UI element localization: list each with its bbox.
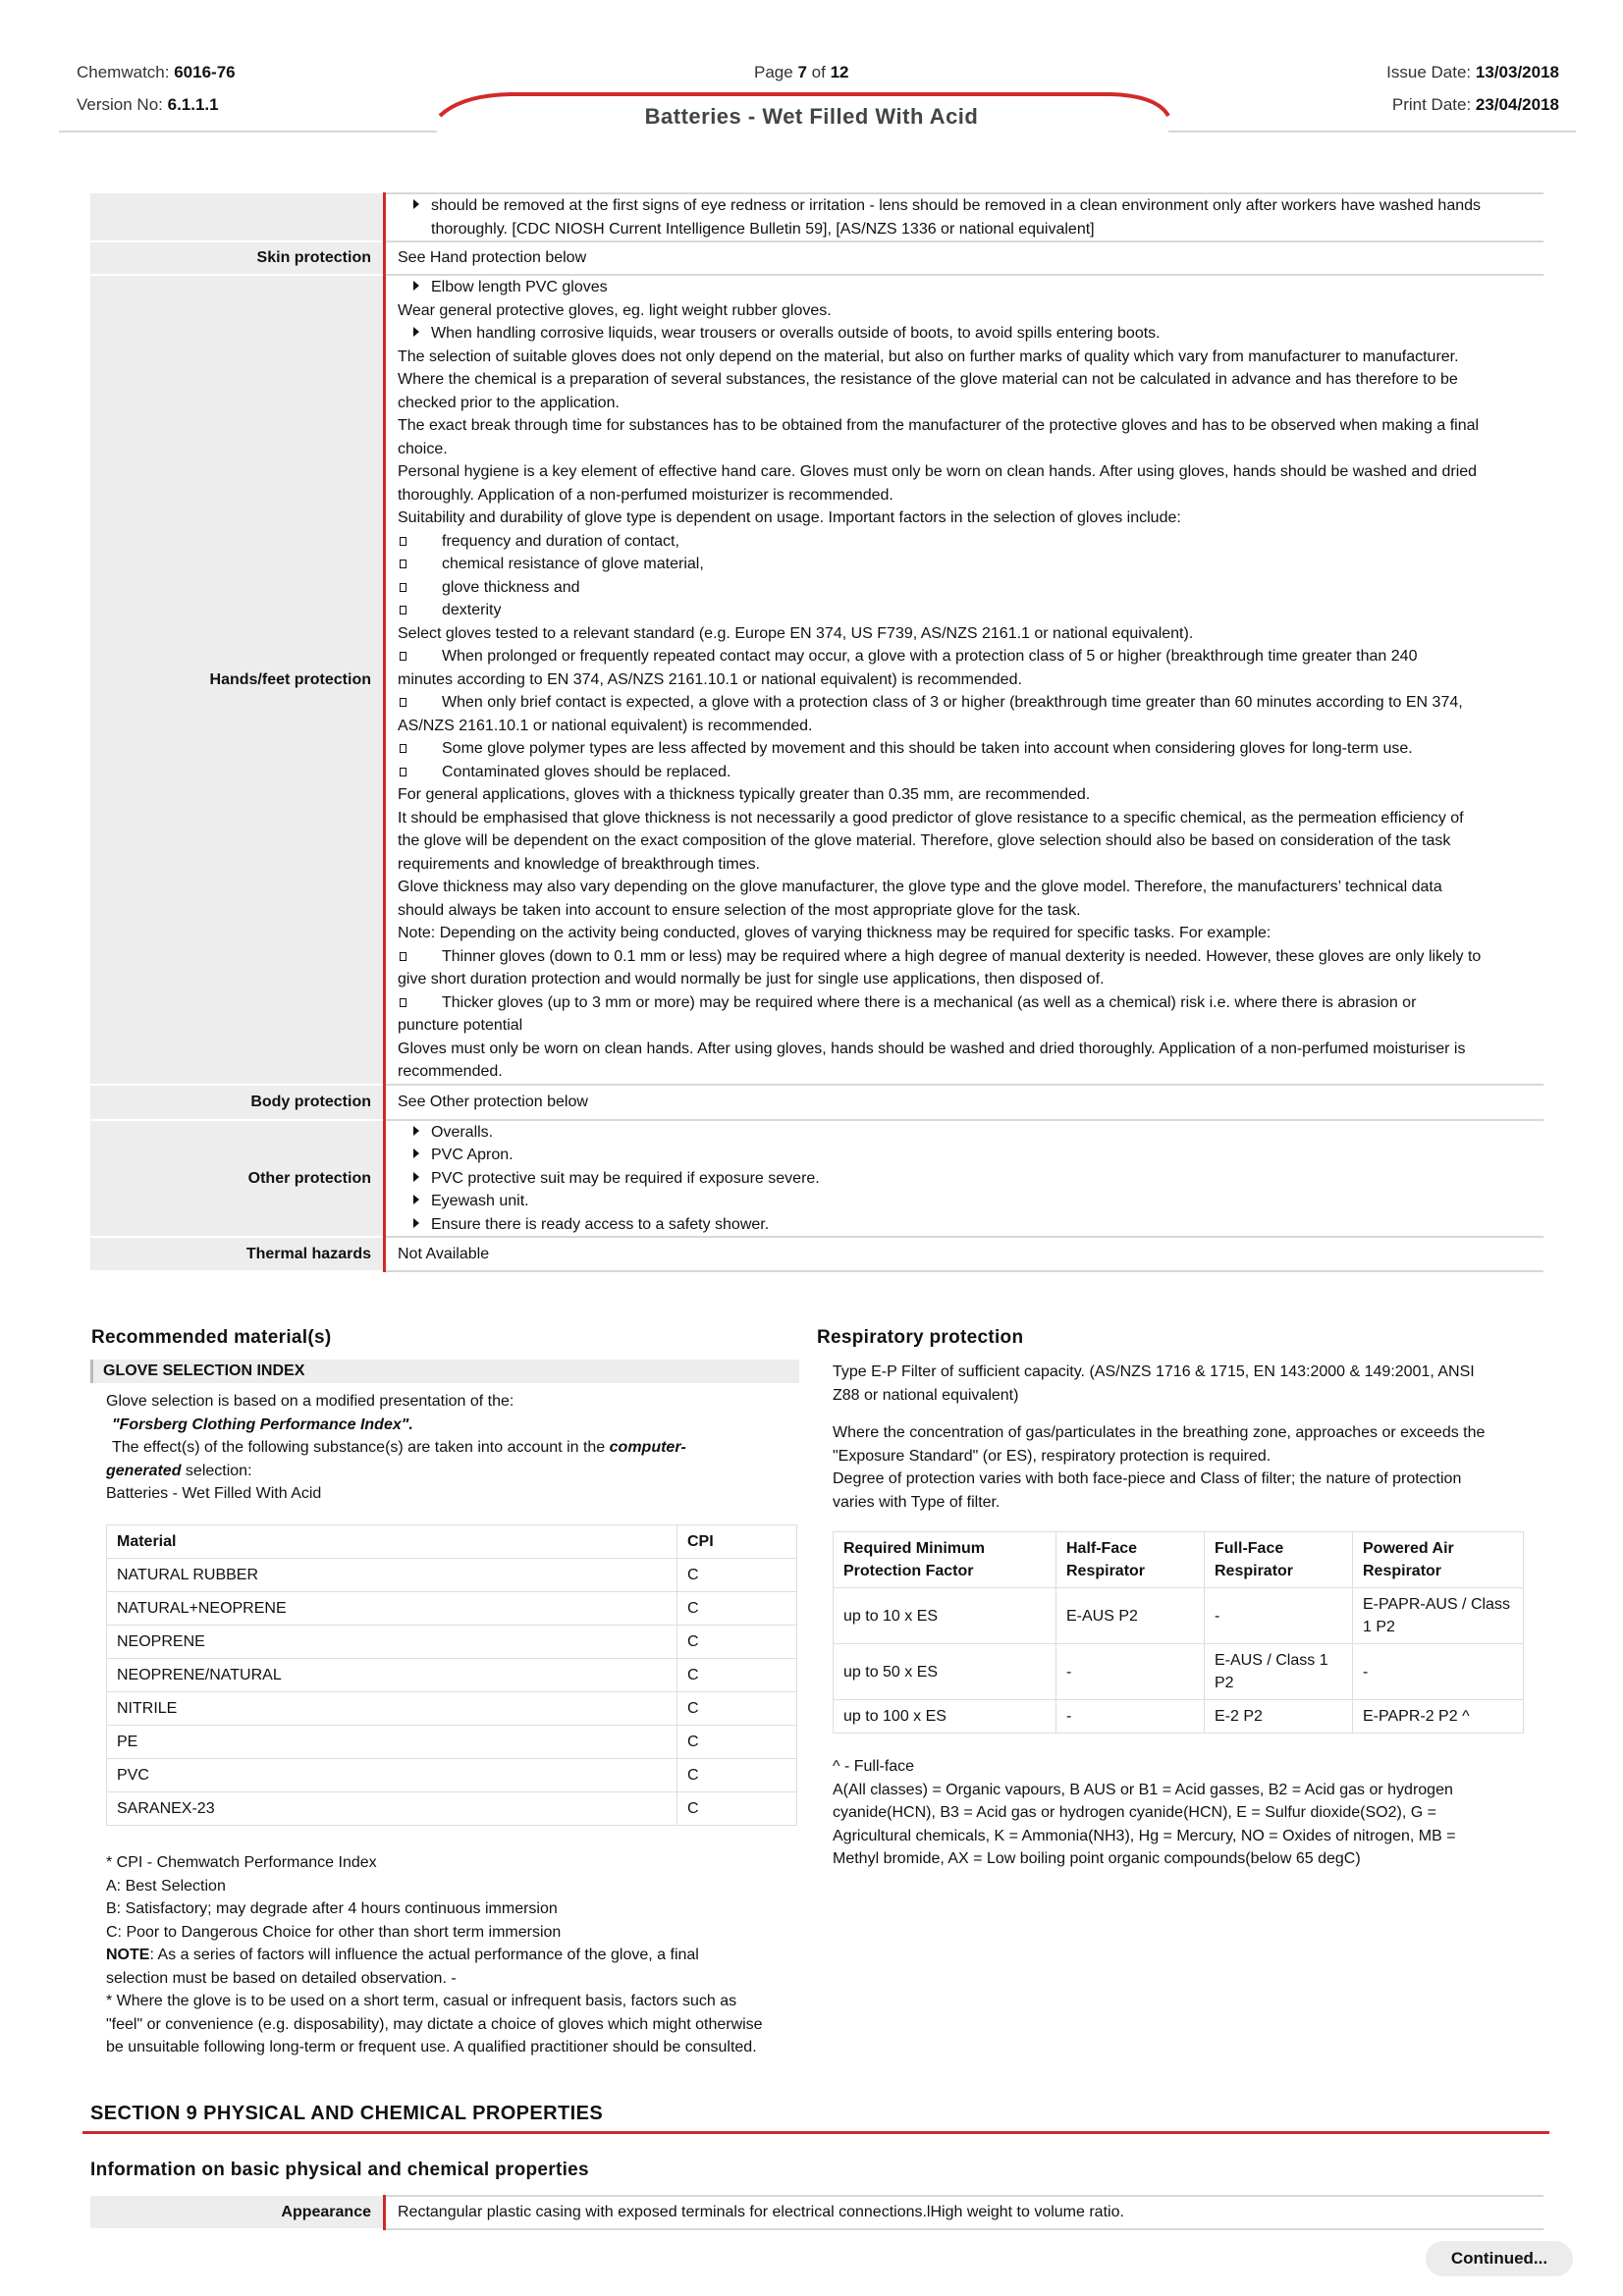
list-item: Overalls. [398, 1121, 1534, 1145]
skin-protection-row [90, 241, 1543, 275]
respirator-table [833, 1531, 1524, 1734]
thermal-hazards-row [90, 1237, 1543, 1271]
cpi-notes: * CPI - Chemwatch Performance Index A: Best Selection B: Satisfactory; may degrade after 4 hours continuous immersion C: Poor to Dangerous Choice for other than short term immersion NOTE: As a series of factors will influence the actual performance of the glove, a final selection must be based on detailed observation. - * Where the glove is to be used on a short term, casual or infrequent basis, factors such as "feel" or convenience (e.g. disposability), may dictate a choice of gloves which might otherwise be unsuitable following long-term or frequent use. A qualified practitioner should be consulted. [106, 1854, 763, 2056]
table-header-row [834, 1532, 1524, 1588]
row-value: See Other protection below [385, 1085, 1544, 1120]
column-header-cpi: CPI [677, 1525, 797, 1559]
bullet-triangle-icon [413, 1172, 419, 1182]
table-row: NEOPRENE/NATURAL C [107, 1659, 797, 1692]
bullet-triangle-icon [413, 1148, 419, 1158]
table-row: up to 100 x ES - E-2 P2 E-PAPR-2 P2 ^ [834, 1700, 1524, 1734]
row-label: Appearance [90, 2196, 385, 2229]
column-header: Powered Air Respirator [1353, 1532, 1524, 1588]
hands-protection-value: Elbow length PVC gloves Wear general protective gloves, eg. light weight rubber gloves. When handling corrosive liquids, wear trousers or overalls outside of boots, to avoid spills entering boots. The selection of suitable gloves does not only depend on the material, but also on further marks of quality which vary from manufacturer to manufacturer. Where the chemical is a preparation of several substances, the resistance of the glove material can not be calculated in advance and has therefore to be checked prior to the application. The exact break through time for substances has to be obtained from the manufacturer of the protective gloves and has to be observed when making a final choice. Personal hygiene is a key element of effective hand care. Gloves must only be worn on clean hands. After using gloves, hands should be washed and dried thoroughly. Application of a non-perfumed moisturizer is recommended. Suitability and durability of glove type is dependent on usage. Important factors in the selection of gloves include: frequency and duration of contact, chemical resistance of glove material, glove thickness and dexterity Select gloves tested to a relevant standard (e.g. Europe EN 374, US F739, AS/NZS 2161.1 or national equivalent). When prolonged or frequently repeated contact may occur, a glove with a protection class of 5 or higher (breakthrough time greater than 240 minutes according to EN 374, AS/NZS 2161.10.1 or national equivalent) is recommended. When only brief contact is expected, a glove with a protection class of 3 or higher (breakthrough time greater than 60 minutes according to EN 374, AS/NZS 2161.10.1 or national equivalent) is recommended. Some glove polymer types are less affected by movement and this should be taken into account when considering gloves for long-term use. Contaminated gloves should be replaced. For general applications, gloves with a thickness typically greater than 0.35 mm, are recommended. It should be emphasised that glove thickness is not necessarily a good predictor of glove resistance to a specific chemical, as the permeation efficiency of the glove will be dependent on the exact composition of the glove material. Therefore, glove selection should also be based on consideration of the task requirements and knowledge of breakthrough times. Glove thickness may also vary depending on the glove manufacturer, the glove type and the glove model. Therefore, the manufacturers’ technical data should always be taken into account to ensure selection of the most appropriate glove for the task. Note: Depending on the activity being conducted, gloves of varying thickness may be required for specific tasks. For example: Thinner gloves (down to 0.1 mm or less) may be required where a high degree of manual dexterity is needed. However, these gloves are only likely to give short duration protection and would normally be just for single use applications, then disposed of. Thicker gloves (up to 3 mm or more) may be required where there is a mechanical (as well as a chemical) risk i.e. where there is abrasion or puncture potential Gloves must only be worn on clean hands. After using gloves, hands should be washed and dried thoroughly. Application of a non-perfumed moisturiser is recommended. [385, 275, 1544, 1085]
respirator-footnotes: ^ - Full-face A(All classes) = Organic vapours, B AUS or B1 = Acid gasses, B2 = Acid gas or hydrogen cyanide(HCN), B3 = Acid gas or hydrogen cyanide(HCN), E = Sulfur dioxide(SO2), G = Agricultural chemicals, K = Ammonia(NH3), Hg = Mercury, NO = Oxides of nitrogen, MB = Methyl bromide, AX = Low boiling point organic compounds(below 65 degC) [833, 1758, 1456, 1867]
bullet-box-icon [400, 606, 406, 614]
document-title: Batteries - Wet Filled With Acid [644, 104, 979, 129]
section-divider [82, 2131, 1549, 2134]
other-protection-list [385, 1120, 1544, 1238]
hands-feet-protection-row [90, 275, 1543, 1085]
chemwatch-id: Chemwatch: 6016-76 [77, 63, 236, 81]
respiratory-exposure-text: Where the concentration of gas/particulates in the breathing zone, approaches or exceeds the "Exposure Standard" (or ES), respiratory protection is required. Degree of protection varies with both face-piece and Class of filter; the nature of protection varies with Type of filter. [833, 1424, 1486, 1511]
bullet-box-icon [400, 698, 406, 707]
recommended-materials-heading: Recommended material(s) [91, 1327, 332, 1348]
column-header-material: Material [107, 1525, 677, 1559]
bullet-box-icon [400, 652, 406, 661]
bullet-box-icon [400, 537, 406, 546]
appearance-row [90, 2196, 1543, 2229]
row-value: Not Available [385, 1237, 1544, 1271]
row-label: Thermal hazards [90, 1237, 385, 1271]
other-protection-row [90, 1120, 1543, 1238]
table-row: up to 10 x ES E-AUS P2 - E-PAPR-AUS / Class 1 P2 [834, 1588, 1524, 1644]
respiratory-filter-text: Type E-P Filter of sufficient capacity. (AS/NZS 1716 & 1715, EN 143:2000 & 149:2001, ANSI Z88 or national equivalent) [833, 1363, 1475, 1404]
list-item: Ensure there is ready access to a safety shower. [398, 1213, 1534, 1237]
glove-material-table [106, 1524, 797, 1826]
row-value: Rectangular plastic casing with exposed terminals for electrical connections.lHigh weight to volume ratio. [385, 2196, 1544, 2229]
bullet-triangle-icon [413, 327, 419, 337]
table-header-row [107, 1525, 797, 1559]
bullet-box-icon [400, 998, 406, 1007]
eye-protection-value: should be removed at the first signs of eye redness or irritation - lens should be removed in a clean environment only after workers have washed hands thoroughly. [CDC NIOSH Current Intelligence Bulletin 59], [AS/NZS 1336 or national equivalent] [385, 193, 1544, 241]
exposure-controls-table [90, 192, 1543, 1272]
bullet-box-icon [400, 583, 406, 592]
bullet-box-icon [400, 744, 406, 753]
basic-properties-heading: Information on basic physical and chemical properties [90, 2160, 589, 2180]
row-label: Skin protection [90, 241, 385, 275]
respiratory-protection-heading: Respiratory protection [817, 1327, 1024, 1348]
table-row: SARANEX-23 C [107, 1792, 797, 1826]
row-label: Other protection [90, 1120, 385, 1238]
row-label: Hands/feet protection [90, 275, 385, 1085]
glove-selection-intro: Glove selection is based on a modified presentation of the: "Forsberg Clothing Performance Index". The effect(s) of the following substance(s) are taken into account in the computer- generated selection: Batteries - Wet Filled With Acid [106, 1393, 686, 1502]
bullet-triangle-icon [413, 281, 419, 291]
row-label: Body protection [90, 1085, 385, 1120]
row-label-empty [90, 193, 385, 241]
list-item: PVC Apron. [398, 1144, 1534, 1167]
bullet-triangle-icon [413, 1218, 419, 1228]
table-row: up to 50 x ES - E-AUS / Class 1 P2 - [834, 1644, 1524, 1700]
body-protection-row [90, 1085, 1543, 1120]
bullet-triangle-icon [413, 1195, 419, 1204]
glove-selection-index-bar: GLOVE SELECTION INDEX [90, 1360, 799, 1383]
table-row: PVC C [107, 1759, 797, 1792]
bullet-box-icon [400, 560, 406, 568]
physical-properties-table [90, 2195, 1543, 2230]
column-header: Required Minimum Protection Factor [834, 1532, 1056, 1588]
column-header: Half-Face Respirator [1056, 1532, 1205, 1588]
table-row: NEOPRENE C [107, 1626, 797, 1659]
column-header: Full-Face Respirator [1205, 1532, 1353, 1588]
bullet-box-icon [400, 768, 406, 776]
table-row: NITRILE C [107, 1692, 797, 1726]
continued-badge: Continued... [1426, 2241, 1573, 2276]
page-number: Page 7 of 12 [754, 63, 849, 81]
table-row: NATURAL RUBBER C [107, 1559, 797, 1592]
bullet-triangle-icon [413, 199, 419, 209]
bullet-box-icon [400, 952, 406, 961]
section-9-title: SECTION 9 PHYSICAL AND CHEMICAL PROPERTIES [90, 2103, 604, 2124]
issue-date: Issue Date: 13/03/2018 [1386, 63, 1559, 81]
list-item: PVC protective suit may be required if exposure severe. [398, 1167, 1534, 1191]
table-row: PE C [107, 1726, 797, 1759]
list-item: Eyewash unit. [398, 1190, 1534, 1213]
bullet-triangle-icon [413, 1126, 419, 1136]
eye-protection-continued-row [90, 193, 1543, 241]
version-number: Version No: 6.1.1.1 [77, 95, 219, 114]
row-value: See Hand protection below [385, 241, 1544, 275]
print-date: Print Date: 23/04/2018 [1391, 95, 1559, 114]
table-row: NATURAL+NEOPRENE C [107, 1592, 797, 1626]
